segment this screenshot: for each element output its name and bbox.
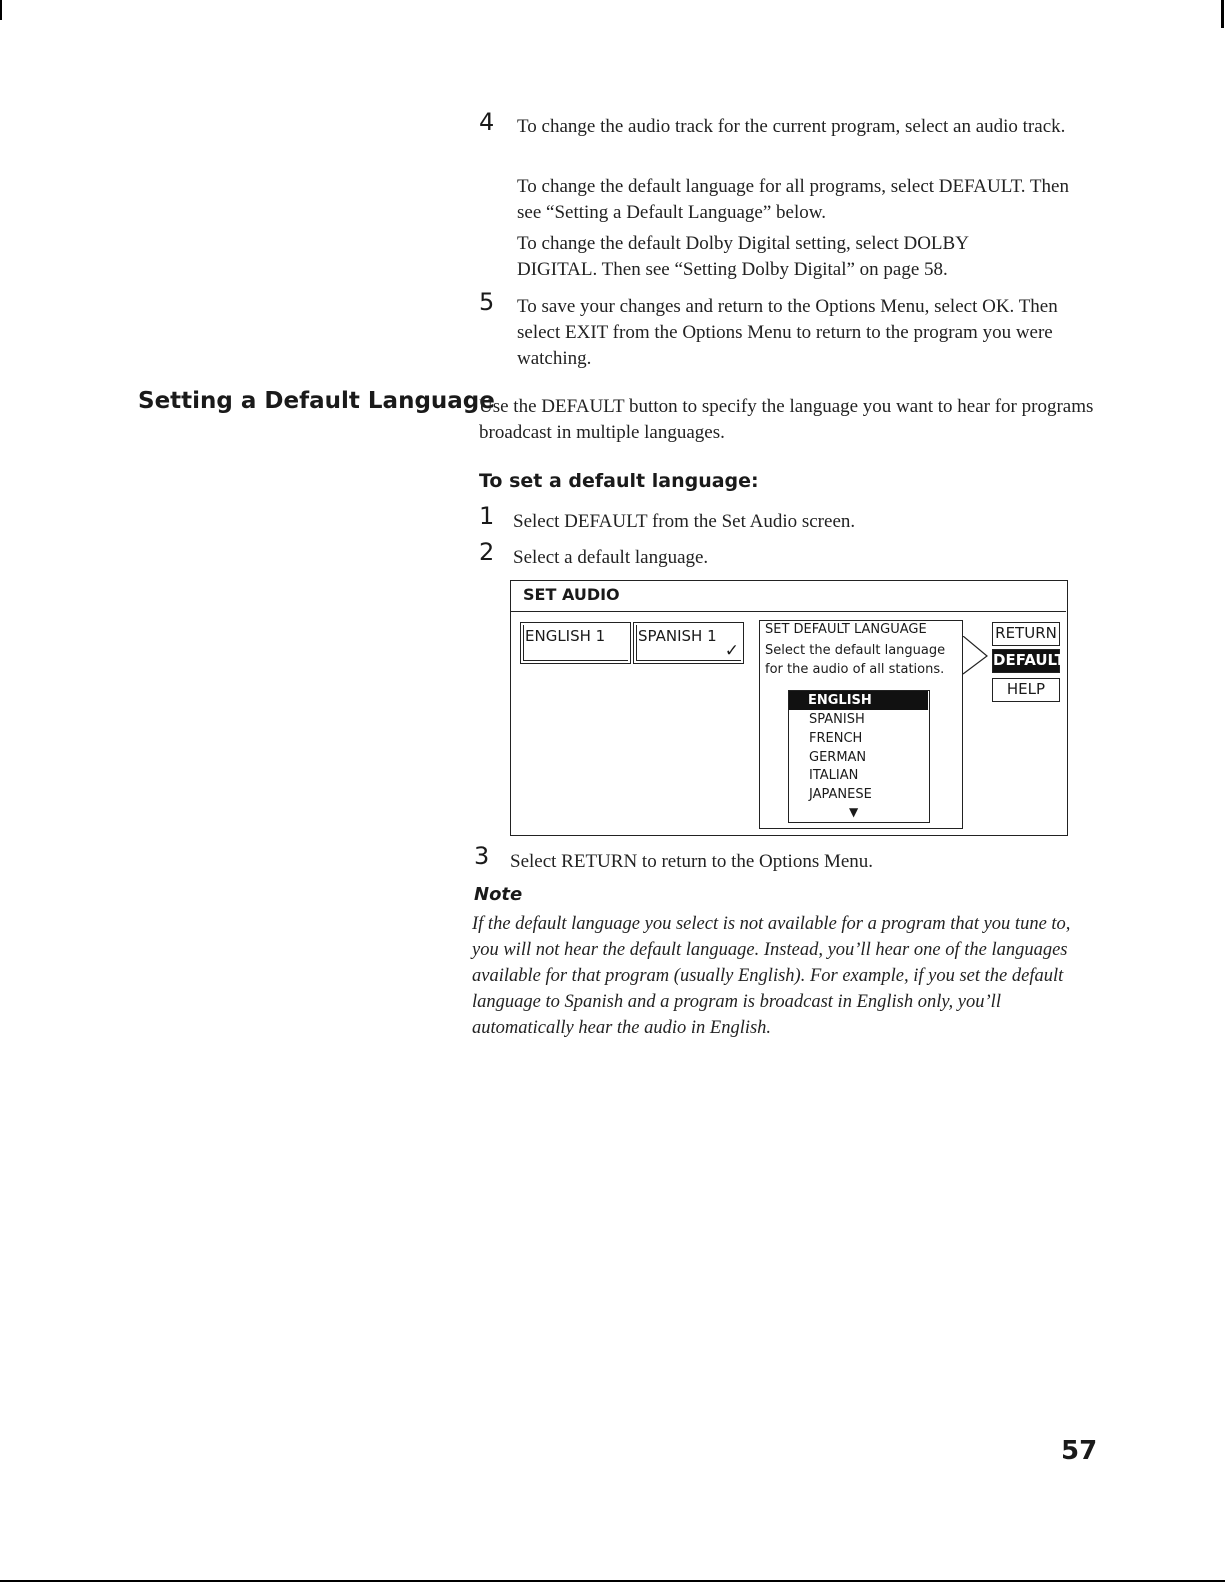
step-5-text: To save your changes and return to the Options Menu, select OK. Then select EXIT from the Options Menu to return to the program you were watching.	[517, 296, 1058, 369]
language-option-german[interactable]: GERMAN	[809, 750, 867, 765]
step-3-number: 3	[474, 842, 490, 870]
audio-track-english[interactable]	[520, 622, 631, 664]
step-2-text: Select a default language.	[513, 547, 709, 568]
default-language-panel	[759, 620, 963, 829]
scroll-down-arrow-icon[interactable]: ▼	[849, 805, 859, 819]
panel-description: Select the default language for the audio of all stations.	[765, 643, 946, 677]
pointer-wedge-icon	[963, 636, 989, 676]
step-4-paragraph-2: To change the default language for all programs, select DEFAULT. Then see “Setting a Default Language” below.	[517, 176, 1069, 223]
note-label: Note	[474, 884, 523, 905]
language-option-italian[interactable]: ITALIAN	[809, 768, 859, 783]
language-option-spanish[interactable]: SPANISH	[809, 712, 865, 727]
audio-track-spanish[interactable]	[633, 622, 744, 664]
scan-edge-mark-bottom	[0, 1580, 1225, 1582]
scan-edge-mark-left	[0, 0, 2, 20]
language-option-japanese[interactable]: JAPANESE	[809, 787, 872, 802]
step-5-number: 5	[479, 288, 495, 316]
step-4-number: 4	[479, 108, 495, 136]
step-3-text: Select RETURN to return to the Options Menu.	[510, 851, 874, 872]
note-text: If the default language you select is not available for a program that you tune to, you will not hear the default language. Instead, you’ll hear one of the languages available for that program (usually English). For example, if you set the default language to Spanish and a program is broadcast in English only, you’ll automatically hear the audio in English.	[472, 914, 1071, 1038]
checkmark-icon: ✓	[724, 641, 739, 661]
screen-title: SET AUDIO	[523, 585, 620, 604]
language-list	[788, 690, 930, 823]
default-button[interactable]: DEFAULT	[992, 649, 1060, 673]
audio-track-english-label: ENGLISH 1	[525, 627, 606, 645]
help-button[interactable]: HELP	[992, 678, 1060, 702]
section-intro: Use the DEFAULT button to specify the language you want to hear for programs broadcast in multiple languages.	[479, 396, 1094, 443]
audio-track-spanish-label: SPANISH 1	[638, 627, 717, 645]
screen-content	[511, 611, 1066, 834]
step-4-paragraph-3: To change the default Dolby Digital setting, select DOLBY DIGITAL. Then see “Setting Dolby Digital” on page 58.	[517, 233, 969, 280]
language-option-french[interactable]: FRENCH	[809, 731, 863, 746]
step-2-number: 2	[479, 538, 495, 566]
panel-title: SET DEFAULT LANGUAGE	[765, 622, 927, 637]
scan-edge-mark-right	[1221, 0, 1224, 28]
return-button[interactable]: RETURN	[992, 622, 1060, 646]
step-1-text: Select DEFAULT from the Set Audio screen.	[513, 511, 856, 532]
language-option-english[interactable]: ENGLISH	[789, 691, 928, 710]
step-1-number: 1	[479, 502, 495, 530]
section-heading: Setting a Default Language	[138, 388, 495, 414]
section-subheading: To set a default language:	[479, 470, 759, 492]
page-number: 57	[1061, 1436, 1098, 1466]
set-audio-screen	[510, 580, 1068, 836]
step-4-paragraph-1: To change the audio track for the current program, select an audio track.	[517, 116, 1066, 137]
